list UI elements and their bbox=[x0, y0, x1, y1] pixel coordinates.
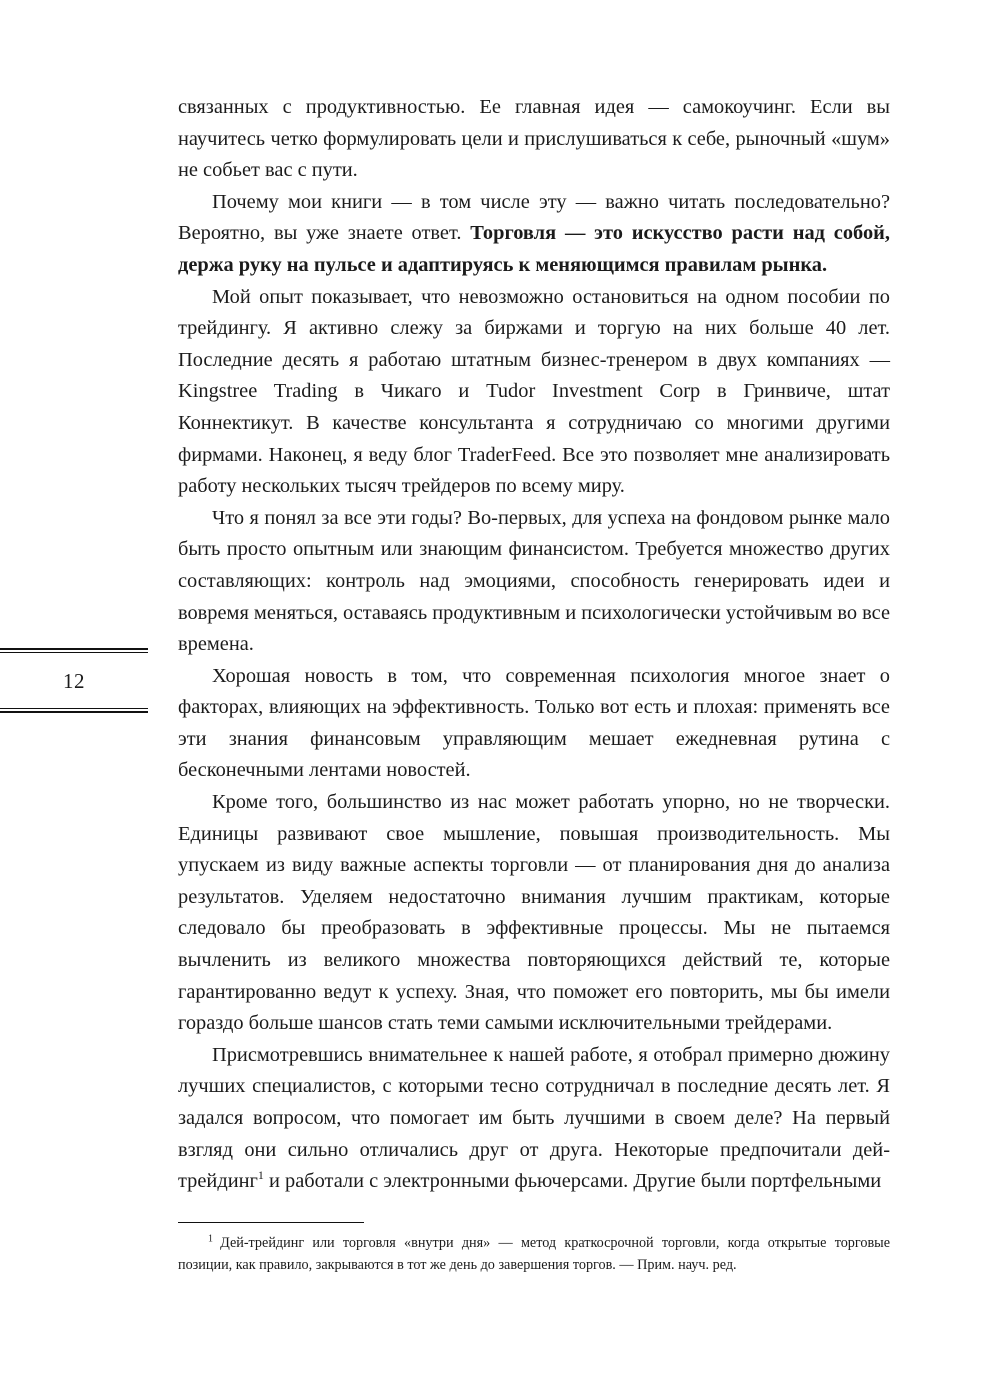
text-run: Мой опыт показывает, что невозможно остановиться на одном пособии по трейдингу. Я активно слежу за биржами и торгую на них больше 40 лет. Последние десять я работаю штатным бизнес-тренером в двух компаниях — Kingstree Trading в Чикаго и Tudor Investment Corp в Гринвиче, штат Коннектикут. В качестве консультанта я сотрудничаю со многими другими фирмами. Наконец, я веду блог TraderFeed. Все это позволяет мне анализировать работу нескольких тысяч трейдеров по всему миру. bbox=[178, 285, 890, 498]
footnote-text bbox=[178, 1233, 890, 1276]
paragraph bbox=[178, 282, 890, 503]
folio-rule-top bbox=[0, 648, 148, 650]
text-run: Присмотревшись внимательнее к нашей работе, я отобрал примерно дюжину лучших специалистов, с которыми тесно сотрудничал в последние десять лет. Я задался вопросом, что помогает им быть лучшими в своем деле? На первый взгляд они сильно отличались друг от друга. Некоторые предпочитали дей-трейдинг bbox=[178, 1043, 890, 1193]
folio-rule-bottom-thin bbox=[0, 708, 148, 709]
body-text-column bbox=[178, 92, 890, 1198]
text-run: и работали с электронными фьючерсами. Другие были портфельными bbox=[263, 1170, 882, 1193]
folio-block bbox=[0, 648, 148, 713]
footnote-block bbox=[178, 1222, 890, 1276]
text-run: Кроме того, большинство из нас может работать упорно, но не творчески. Единицы развивают свое мышление, повышая производительность. Мы упускаем из виду важные аспекты торговли — от планирования дня до анализа результатов. Уделяем недостаточно внимания лучшим практикам, которые следовало бы преобразовать в эффективные процессы. Мы не пытаемся вычленить из великого множества повторяющихся действий те, которые гарантированно ведут к успеху. Зная, что поможет его повторить, мы бы имели гораздо больше шансов стать теми самыми исключительными трейдерами. bbox=[178, 791, 890, 1035]
text-run: связанных с продуктивностью. Ее главная идея — самокоучинг. Если вы научитесь четко формулировать цели и прислушиваться к себе, рыночный «шум» не собьет вас с пути. bbox=[178, 96, 890, 182]
paragraph bbox=[178, 787, 890, 1040]
paragraph bbox=[178, 1040, 890, 1198]
text-run: Хорошая новость в том, что современная психология многое знает о факторах, влияющих на эффективность. Только вот есть и плохая: применять все эти знания финансовым управляющим мешает ежедневная рутина с бесконечными лентами новостей. bbox=[178, 664, 890, 782]
emphasis-text: Торговля — это искусство расти над собой, держа руку на пульсе и адаптируясь к меняющимся правилам рынка. bbox=[178, 222, 890, 276]
footnote-marker: 1 bbox=[257, 1168, 264, 1183]
text-run: Что я понял за все эти годы? Во-первых, для успеха на фондовом рынке мало быть просто опытным или знающим финансистом. Требуется множество других составляющих: контроль над эмоциями, способность генерировать идеи и вовремя меняться, оставаясь продуктивным и психологически устойчивым во все времена. bbox=[178, 506, 890, 656]
text-run: Почему мои книги — в том числе эту — важно читать последовательно? Вероятно, вы уже знаете ответ. bbox=[178, 190, 890, 245]
page-number: 12 bbox=[63, 669, 85, 693]
folio-rule-bottom bbox=[0, 711, 148, 713]
paragraph bbox=[178, 187, 890, 282]
footnote-body: Дей-трейдинг или торговля «внутри дня» — метод краткосрочной торговли, когда открытые торговые позиции, как правило, закрываются в тот же день до завершения торгов. — Прим. науч. ред. bbox=[178, 1235, 890, 1273]
footnote-marker: 1 bbox=[208, 1233, 213, 1245]
paragraph bbox=[178, 661, 890, 787]
paragraph bbox=[178, 92, 890, 187]
footnote-separator bbox=[178, 1222, 364, 1223]
paragraph bbox=[178, 503, 890, 661]
